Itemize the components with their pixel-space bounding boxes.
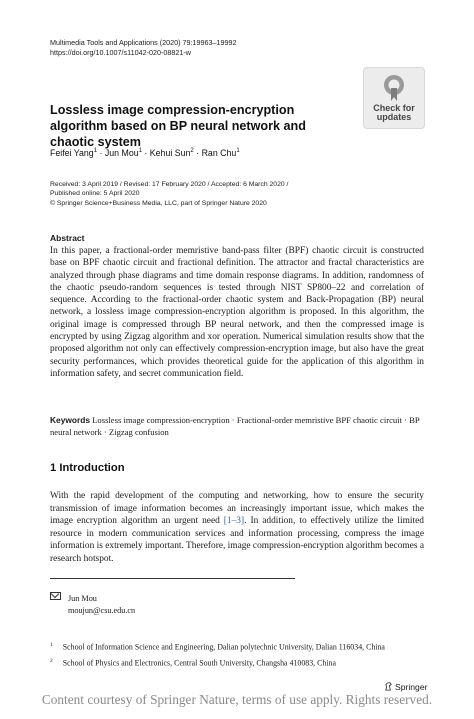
- published-date: Published online: 5 April 2020: [50, 190, 140, 198]
- springer-logo: [384, 682, 427, 692]
- corresponding-author-name: Jun Mou: [68, 594, 97, 603]
- author-name[interactable]: Jun Mou: [104, 148, 139, 158]
- intro-text-part1: With the rapid development of the computing and networking, how to ensure the security transmission of image information becomes an increasingly important issue, which makes the image encryption algorithm an urgent need: [50, 491, 424, 527]
- author-affiliation: 1: [93, 148, 98, 155]
- introduction-text: [50, 490, 424, 566]
- crossmark-line1: Check for: [373, 103, 415, 113]
- affiliation-number: 2: [50, 658, 53, 664]
- copyright-line: © Springer Science+Business Media, LLC, part of Springer Nature 2020: [50, 199, 267, 207]
- crossmark-icon: [383, 74, 405, 102]
- received-dates: Received: 3 April 2019 / Revised: 17 February 2020 / Accepted: 6 March 2020 /: [50, 181, 289, 188]
- publication-dates: [50, 180, 288, 208]
- corresponding-author-email[interactable]: moujun@csu.edu.cn: [68, 606, 136, 615]
- author-name[interactable]: Feifei Yang: [50, 148, 94, 158]
- keywords-text: Lossless image compression-encryption · Fractional-order memristive BPF chaotic circuit · BP neural network · Zigzag confusion: [50, 415, 420, 437]
- author-affiliation: 2: [190, 148, 194, 155]
- section-heading: 1 Introduction: [50, 462, 125, 474]
- doi-link[interactable]: https://doi.org/10.1007/s11042-020-08821-w: [50, 48, 191, 57]
- abstract-text: In this paper, a fractional-order memristive band-pass filter (BPF) chaotic circuit is constructed base on BPF chaotic circuit and fractional definition. The attractor and fractal characteristics are analyzed through phase diagrams and time domain response diagrams. In addition, randomness of the chaotic pseudo-random sequences is tested through NIST SP800–22 and correlation of sequence. According to the fractional-order chaotic system and Back-Propagation (BP) neural network, a lossless image compression-encryption algorithm is proposed. In this algorithm, the original image is compressed through BP neural network, and then the compressed image is encrypted by using Zigzag algorithm and xor operation. Numerical simulation results show that the proposed algorithm not only can effectively compression-encryption image, but also have the great security performances, which provides theoretical guide for the application of this algorithm in information safety, and secret communication field.: [50, 246, 424, 379]
- footnote-divider: [50, 578, 295, 579]
- journal-header: [50, 38, 236, 58]
- affiliation: [50, 640, 385, 653]
- envelope-icon: [50, 592, 61, 600]
- affiliation-text: School of Information Science and Engineering, Dalian polytechnic University, Dalian 116034, China: [62, 642, 385, 652]
- author-name[interactable]: Ran Chu: [201, 148, 237, 158]
- intro-text-part2: . In addition, to effectively utilize the limited resource in modern communication services and information processing, compress the image information is extremely important. Therefore, image compression-encryption algorithm becomes a research hotspot.: [50, 516, 424, 564]
- author-list: Feifei Yang$^1$ · Jun Mou$^1$ · Kehui Sun$^2$ · Ran Chu$^1$: [50, 148, 240, 158]
- courtesy-watermark: Content courtesy of Springer Nature, terms of use apply. Rights reserved.: [41, 692, 433, 707]
- author-name[interactable]: Kehui Sun: [149, 148, 191, 158]
- check-for-updates-badge[interactable]: [363, 67, 425, 129]
- citation-link[interactable]: [1–3]: [223, 516, 245, 527]
- keywords-label: Keywords: [50, 415, 91, 425]
- journal-citation: Multimedia Tools and Applications (2020) 79:19963–19992: [50, 38, 237, 47]
- author-affiliation: 1: [236, 148, 240, 155]
- author-affiliation: 1: [138, 148, 142, 155]
- affiliation: [50, 656, 336, 669]
- keywords: [50, 414, 424, 438]
- abstract-heading: Abstract: [50, 233, 85, 243]
- springer-logo-text: Springer: [395, 682, 428, 692]
- affiliation-text: School of Physics and Electronics, Central South University, Changsha 410083, China: [62, 658, 336, 668]
- affiliation-number: 1: [50, 642, 53, 648]
- corresponding-author: [50, 592, 135, 617]
- paper-title: Lossless image compression-encryption algorithm based on BP neural network and chaotic system: [50, 103, 306, 149]
- springer-horse-icon: [384, 682, 393, 691]
- crossmark-line2: updates: [376, 112, 412, 122]
